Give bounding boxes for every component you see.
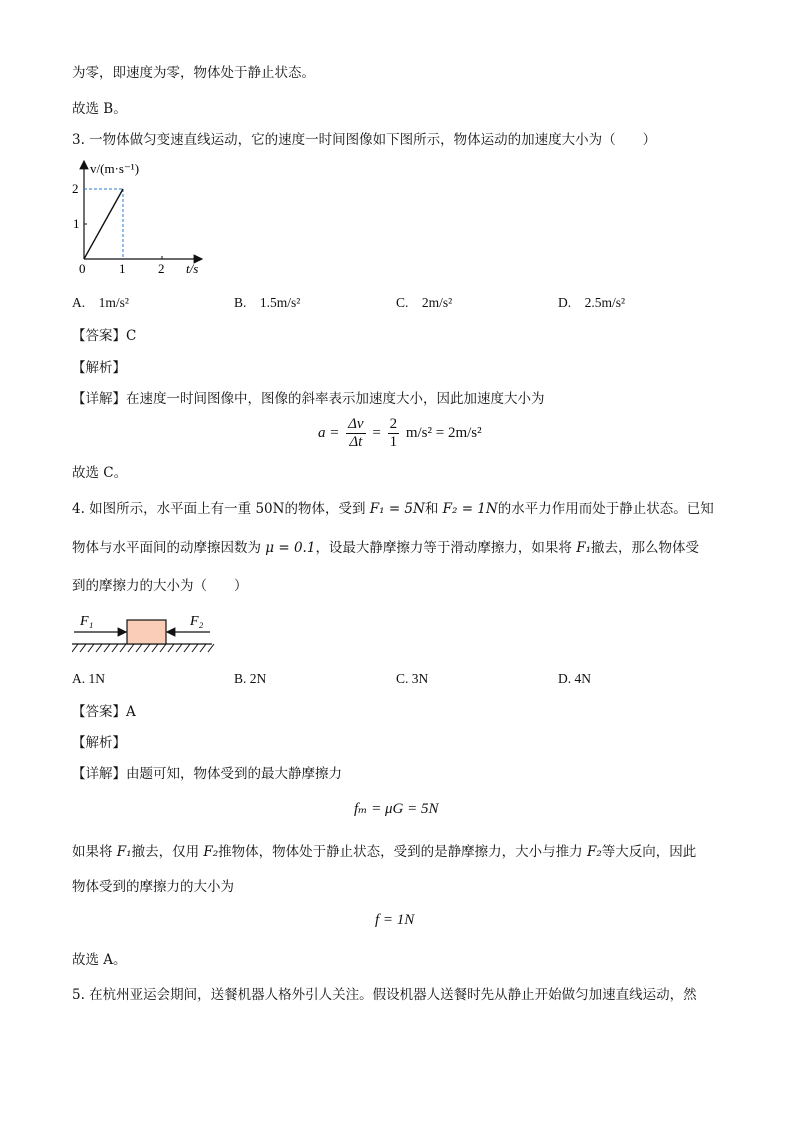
option-b: B. 2N xyxy=(234,671,267,686)
inline-formula: μ = 0.1 xyxy=(265,540,316,556)
force-diagram xyxy=(72,606,217,656)
text-line: 故选 C。 xyxy=(72,465,128,481)
velocity-time-graph xyxy=(72,155,212,280)
text-line: 物体受到的摩擦力的大小为 xyxy=(72,879,234,895)
option-d: D. 4N xyxy=(558,671,591,686)
inline-formula: F₂ = 1N xyxy=(442,501,498,517)
analysis-tag: 【解析】 xyxy=(72,360,126,376)
block xyxy=(127,620,166,644)
x-tick-label: 2 xyxy=(158,261,165,276)
x-tick-label: 1 xyxy=(119,261,126,276)
option-a: A. 1m/s² xyxy=(72,295,129,310)
x-tick-label: 0 xyxy=(79,261,86,276)
inline-formula: F₁ = 5N xyxy=(369,501,425,517)
f1-label: F₁ xyxy=(80,614,94,629)
question-4-line-2: 物体与水平面间的动摩擦因数为 μ = 0.1，设最大静摩擦力等于滑动摩擦力，如果将 F₁撤去，那么物体受 xyxy=(72,540,700,556)
text-line: 为零，即速度为零，物体处于静止状态。 xyxy=(72,65,315,81)
question-5: 5. 在杭州亚运会期间，送餐机器人格外引人关注。假设机器人送餐时先从静止开始做匀加速直线运动，然 xyxy=(72,987,697,1003)
y-axis-label: v/(m·s⁻¹) xyxy=(90,161,140,176)
answer-tag: 【答案】A xyxy=(72,704,136,720)
y-tick-label: 2 xyxy=(72,181,79,196)
analysis-tag: 【解析】 xyxy=(72,735,126,751)
option-d: D. 2.5m/s² xyxy=(558,295,626,310)
detail-text: 【详解】在速度一时间图像中，图像的斜率表示加速度大小，因此加速度大小为 xyxy=(72,391,545,407)
detail-text: 【详解】由题可知，物体受到的最大静摩擦力 xyxy=(72,766,342,782)
inline-formula: F₁ xyxy=(576,540,592,556)
question-4-line-3: 到的摩擦力的大小为（ ） xyxy=(72,578,248,594)
text-line: 如果将 F₁撤去，仅用 F₂推物体，物体处于静止状态，受到的是静摩擦力，大小与推力 F₂等大反向，因此 xyxy=(72,844,697,860)
question-3: 3. 一物体做匀变速直线运动，它的速度一时间图像如下图所示，物体运动的加速度大小为（ ） xyxy=(72,132,657,148)
y-tick-label: 1 xyxy=(73,216,80,231)
f2-label: F₂ xyxy=(190,614,204,629)
answer-tag: 【答案】C xyxy=(72,328,137,344)
ground-hatch xyxy=(72,644,214,652)
option-c: C. 2m/s² xyxy=(396,295,453,310)
velocity-line xyxy=(84,189,123,259)
text-line: 故选 B。 xyxy=(72,101,127,117)
text-line: 故选 A。 xyxy=(72,952,127,968)
x-axis-label: t/s xyxy=(186,261,199,276)
acceleration-equation: a = $\frac{\Delta v}{\Delta t}$ = $\frac{2}{1}$ m/s² = 2m/s² xyxy=(318,416,482,450)
option-b: B. 1.5m/s² xyxy=(234,295,301,310)
friction-equation: f = 1N xyxy=(375,912,415,928)
max-friction-equation: fₘ = μG = 5N xyxy=(354,801,439,817)
option-a: A. 1N xyxy=(72,671,105,686)
question-4-line-1: 4. 如图所示，水平面上有一重 50N的物体，受到 F₁ = 5N和 F₂ = 1N的水平力作用而处于静止状态。已知 xyxy=(72,501,714,517)
option-c: C. 3N xyxy=(396,671,429,686)
